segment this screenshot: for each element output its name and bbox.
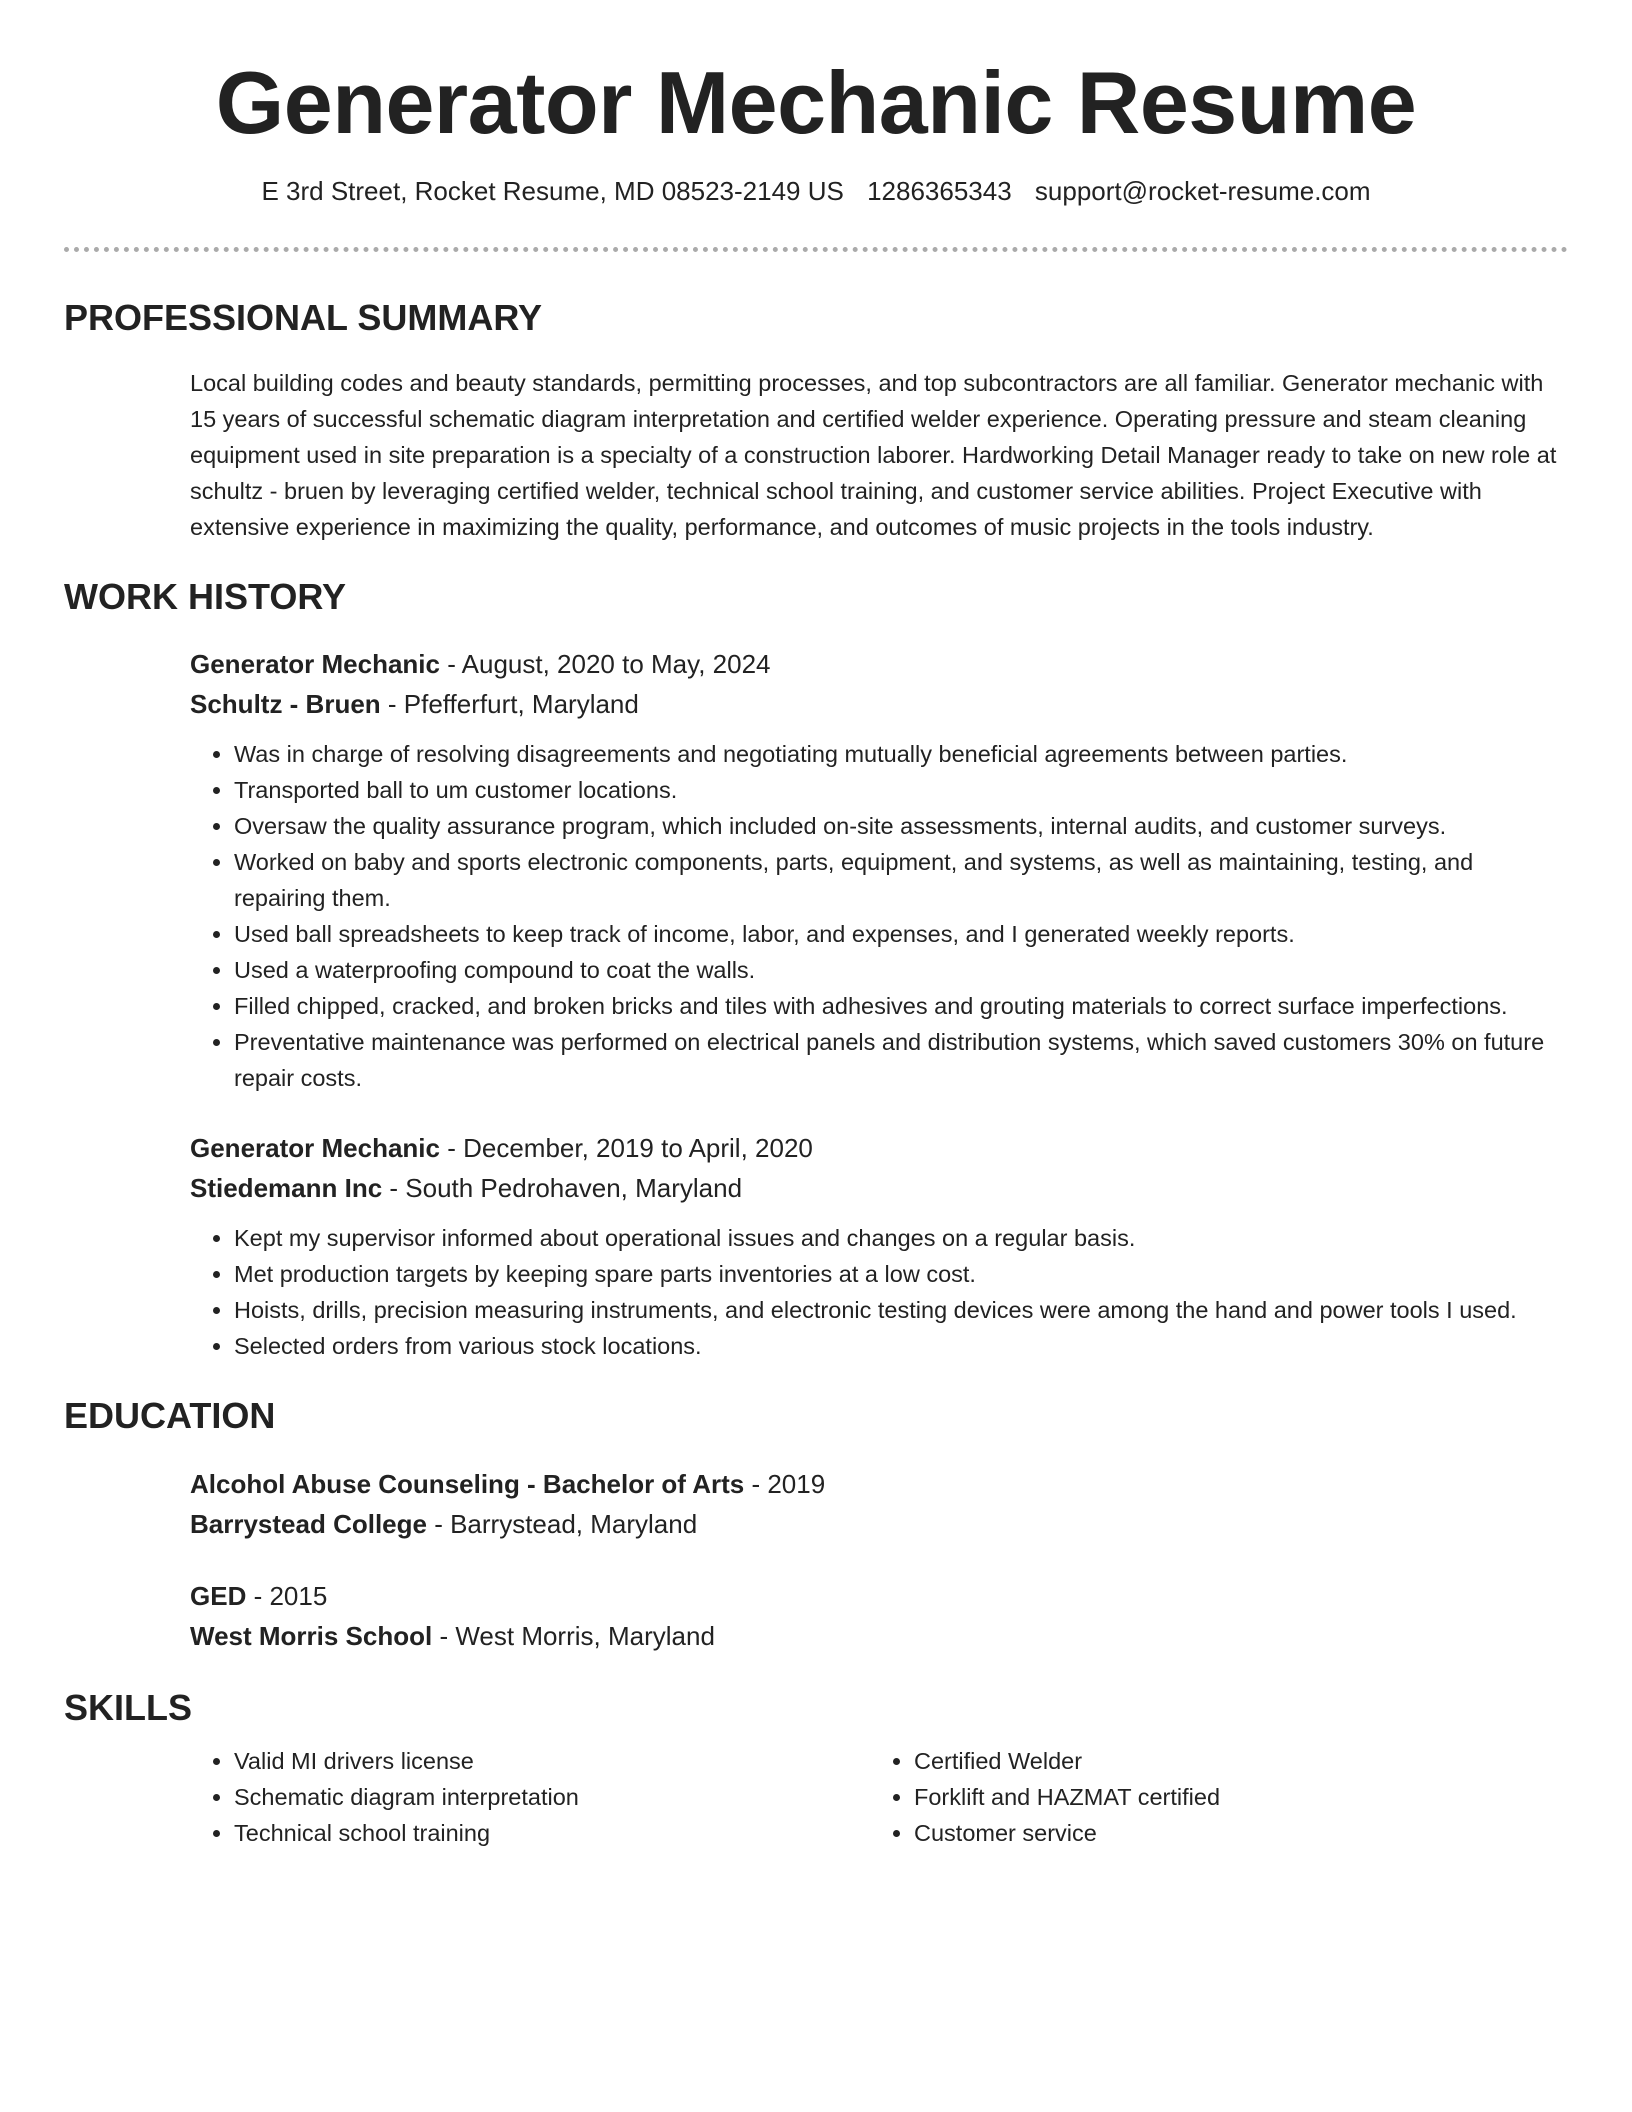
job-bullet: • Used a waterproofing compound to coat the walls. <box>234 952 1568 988</box>
job-location: - Pfefferfurt, Maryland <box>380 689 639 720</box>
education-degree: Alcohol Abuse Counseling - Bachelor of Arts <box>190 1468 745 1499</box>
education-section <box>64 1394 1568 1655</box>
education-degree: GED <box>190 1580 247 1611</box>
job-title-line <box>190 1128 1568 1168</box>
contact-address: E 3rd Street, Rocket Resume, MD 08523-2149 US <box>261 176 844 207</box>
summary-heading: PROFESSIONAL SUMMARY <box>64 296 543 338</box>
job-bullet: • Filled chipped, cracked, and broken bricks and tiles with adhesives and grouting materials to correct surface imperfections. <box>234 988 1568 1024</box>
education-entry <box>190 1576 1568 1656</box>
education-entry <box>190 1464 1568 1544</box>
skills-heading: SKILLS <box>64 1686 193 1728</box>
skill-item: • Schematic diagram interpretation <box>234 1779 870 1815</box>
job-bullet-list <box>190 736 1568 1096</box>
job-bullet: • Preventative maintenance was performed on electrical panels and distribution systems, which saved customers 30% on future repair costs. <box>234 1024 1568 1096</box>
job-dates: - December, 2019 to April, 2020 <box>439 1133 813 1164</box>
job-company: Stiedemann Inc <box>190 1173 383 1204</box>
skill-item: • Customer service <box>914 1815 1550 1851</box>
education-location: - West Morris, Maryland <box>432 1620 715 1651</box>
contact-phone: 1286365343 <box>867 176 1012 207</box>
skills-section <box>64 1686 1568 1851</box>
job-bullet: • Was in charge of resolving disagreements and negotiating mutually beneficial agreements between parties. <box>234 736 1568 772</box>
education-location: - Barrystead, Maryland <box>426 1508 698 1539</box>
header-divider <box>64 247 1568 252</box>
education-degree-line <box>190 1464 1568 1504</box>
education-school-line <box>190 1504 1568 1544</box>
job-company-line <box>190 684 1568 724</box>
education-school: West Morris School <box>190 1620 433 1651</box>
job-location: - South Pedrohaven, Maryland <box>382 1173 743 1204</box>
skill-item: • Technical school training <box>234 1815 870 1851</box>
resume-title: Generator Mechanic Resume <box>215 53 1417 152</box>
job-title: Generator Mechanic <box>190 649 440 680</box>
skill-item: • Certified Welder <box>914 1743 1550 1779</box>
job-dates: - August, 2020 to May, 2024 <box>439 649 771 680</box>
job-bullet: • Worked on baby and sports electronic components, parts, equipment, and systems, as well as maintaining, testing, and repairing them. <box>234 844 1568 916</box>
education-school-line <box>190 1616 1568 1656</box>
job-bullet-list <box>190 1220 1568 1364</box>
education-year: - 2019 <box>744 1468 826 1499</box>
skills-list-right <box>870 1743 1550 1851</box>
job-bullet: • Met production targets by keeping spare parts inventories at a low cost. <box>234 1256 1568 1292</box>
job-bullet: • Selected orders from various stock locations. <box>234 1328 1568 1364</box>
education-school: Barrystead College <box>190 1508 427 1539</box>
work-history-section <box>64 575 1568 1364</box>
skill-item: • Forklift and HAZMAT certified <box>914 1779 1550 1815</box>
skills-grid <box>190 1743 1568 1851</box>
job-company: Schultz - Bruen <box>190 689 381 720</box>
work-history-heading: WORK HISTORY <box>64 576 347 618</box>
job-bullet: • Transported ball to um customer locations. <box>234 772 1568 808</box>
education-year: - 2015 <box>246 1580 328 1611</box>
education-degree-line <box>190 1576 1568 1616</box>
summary-section <box>64 296 1568 545</box>
contact-line <box>64 175 1568 209</box>
job-bullet: • Oversaw the quality assurance program, which included on-site assessments, internal audits, and customer surveys. <box>234 808 1568 844</box>
job-bullet: • Used ball spreadsheets to keep track of income, labor, and expenses, and I generated weekly reports. <box>234 916 1568 952</box>
skills-list-left <box>190 1743 870 1851</box>
skill-item: • Valid MI drivers license <box>234 1743 870 1779</box>
job-company-line <box>190 1168 1568 1208</box>
contact-email: support@rocket-resume.com <box>1034 176 1371 207</box>
job-bullet: • Kept my supervisor informed about operational issues and changes on a regular basis. <box>234 1220 1568 1256</box>
job-entry <box>190 1128 1568 1364</box>
summary-text: Local building codes and beauty standards, permitting processes, and top subcontractors are all familiar. Generator mechanic with 15 years of successful schematic diagram interpretation and certified welder experience. Operating pressure and steam cleaning equipment used in site preparation is a specialty of a construction laborer. Hardworking Detail Manager ready to take on new role at schultz - bruen by leveraging certified welder, technical school training, and customer service abilities. Project Executive with extensive experience in maximizing the quality, performance, and outcomes of music projects in the tools industry. <box>190 370 1557 541</box>
job-entry <box>190 644 1568 1096</box>
job-title: Generator Mechanic <box>190 1133 440 1164</box>
job-title-line <box>190 644 1568 684</box>
education-heading: EDUCATION <box>64 1395 276 1437</box>
job-bullet: • Hoists, drills, precision measuring instruments, and electronic testing devices were among the hand and power tools I used. <box>234 1292 1568 1328</box>
